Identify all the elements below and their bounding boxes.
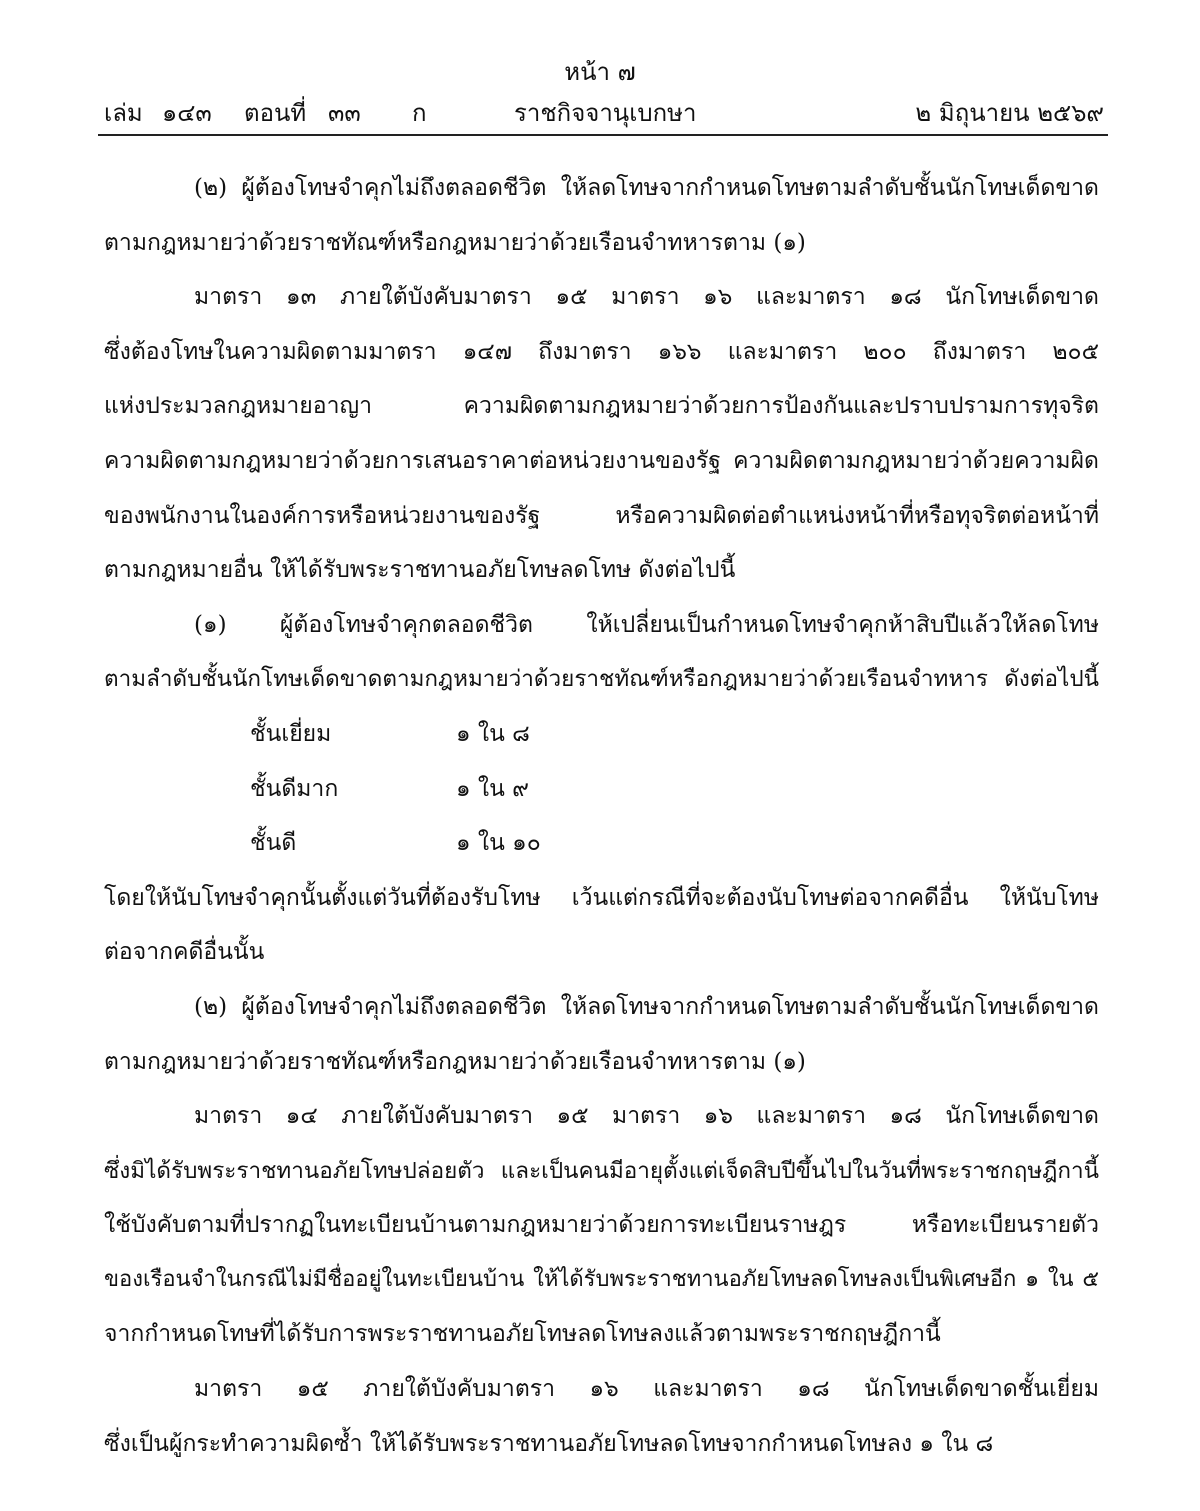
issue-label: ตอนที่ [244,99,307,127]
text-line: (๒) ผู้ต้องโทษจำคุกไม่ถึงตลอดชีวิต ให้ลดโทษจากกำหนดโทษตามลำดับชั้นนักโทษเด็ดขาด [194,175,1099,201]
page-number: หน้า ๗ [564,58,636,86]
section-letter: ก [412,99,427,127]
text-line: ต่อจากคดีอื่นนั้น [104,939,265,966]
class-name: ชั้นดี [250,830,297,857]
prisoner-class-row [104,816,1099,871]
text-line: มาตรา ๑๓ ภายใต้บังคับมาตรา ๑๕ มาตรา ๑๖ และมาตรา ๑๘ นักโทษเด็ดขาด [194,284,1099,311]
text-line: จากกำหนดโทษที่ได้รับการพระราชทานอภัยโทษลดโทษลงแล้วตามพระราชกฤษฎีกานี้ [104,1321,941,1348]
text-line: ตามลำดับชั้นนักโทษเด็ดขาดตามกฎหมายว่าด้วยราชทัณฑ์หรือกฎหมายว่าด้วยเรือนจำทหาร ดังต่อไปนี้ [104,666,1099,693]
text-line: ซึ่งเป็นผู้กระทำความผิดซ้ำ ให้ได้รับพระราชทานอภัยโทษลดโทษจากกำหนดโทษลง ๑ ใน ๘ [104,1430,994,1457]
text-line: มาตรา ๑๕ ภายใต้บังคับมาตรา ๑๖ และมาตรา ๑๘ นักโทษเด็ดขาดชั้นเยี่ยม [194,1376,1099,1403]
document-body [104,161,1099,1471]
text-line: ซึ่งมิได้รับพระราชทานอภัยโทษปล่อยตัว และเป็นคนมีอายุตั้งแต่เจ็ดสิบปีขึ้นไปในวันที่พระราชกฤษฎีกานี้ [104,1157,1099,1184]
text-line: โดยให้นับโทษจำคุกนั้นตั้งแต่วันที่ต้องรับโทษ เว้นแต่กรณีที่จะต้องนับโทษต่อจากคดีอื่น ให้นับโทษ [104,884,1099,911]
reduction-ratio: ๑ ใน ๘ [456,720,530,747]
volume-number: ๑๔๓ [162,99,212,127]
gazette-header [98,96,1108,130]
header-divider [98,134,1108,136]
text-line: มาตรา ๑๔ ภายใต้บังคับมาตรา ๑๕ มาตรา ๑๖ และมาตรา ๑๘ นักโทษเด็ดขาด [194,1103,1099,1130]
text-line: ตามกฎหมายว่าด้วยราชทัณฑ์หรือกฎหมายว่าด้วยเรือนจำทหารตาม (๑) [104,229,806,256]
text-line: ความผิดตามกฎหมายว่าด้วยการเสนอราคาต่อหน่วยงานของรัฐ ความผิดตามกฎหมายว่าด้วยความผิด [104,447,1099,474]
class-name: ชั้นดีมาก [250,775,339,802]
publication-date: ๒ มิถุนายน ๒๕๖๙ [915,99,1104,127]
prisoner-class-row [104,707,1099,762]
text-line: ของเรือนจำในกรณีไม่มีชื่ออยู่ในทะเบียนบ้าน ให้ได้รับพระราชทานอภัยโทษลดโทษลงเป็นพิเศษอีก ๑ ใน ๕ [104,1266,1099,1292]
text-line: (๒) ผู้ต้องโทษจำคุกไม่ถึงตลอดชีวิต ให้ลดโทษจากกำหนดโทษตามลำดับชั้นนักโทษเด็ดขาด [194,993,1099,1020]
text-line: ตามกฎหมายว่าด้วยราชทัณฑ์หรือกฎหมายว่าด้วยเรือนจำทหารตาม (๑) [104,1048,806,1075]
text-line: แห่งประมวลกฎหมายอาญา ความผิดตามกฎหมายว่าด้วยการป้องกันและปราบปรามการทุจริต [104,393,1099,420]
text-line: ซึ่งต้องโทษในความผิดตามมาตรา ๑๔๗ ถึงมาตรา ๑๖๖ และมาตรา ๒๐๐ ถึงมาตรา ๒๐๕ [104,338,1099,365]
volume-label: เล่ม [104,99,143,127]
text-line: ของพนักงานในองค์การหรือหน่วยงานของรัฐ หรือความผิดต่อตำแหน่งหน้าที่หรือทุจริตต่อหน้าที่ [104,502,1099,529]
issue-number: ๓๓ [328,99,361,127]
class-name: ชั้นเยี่ยม [250,720,332,747]
gazette-name: ราชกิจจานุเบกษา [514,99,697,127]
text-line: (๑) ผู้ต้องโทษจำคุกตลอดชีวิต ให้เปลี่ยนเป็นกำหนดโทษจำคุกห้าสิบปีแล้วให้ลดโทษ [194,611,1099,638]
reduction-ratio: ๑ ใน ๙ [456,775,530,802]
text-line: ตามกฎหมายอื่น ให้ได้รับพระราชทานอภัยโทษลดโทษ ดังต่อไปนี้ [104,557,736,584]
reduction-ratio: ๑ ใน ๑๐ [456,830,541,857]
text-line: ใช้บังคับตามที่ปรากฏในทะเบียนบ้านตามกฎหมายว่าด้วยการทะเบียนราษฎร หรือทะเบียนรายตัว [104,1212,1099,1239]
prisoner-class-row [104,762,1099,817]
